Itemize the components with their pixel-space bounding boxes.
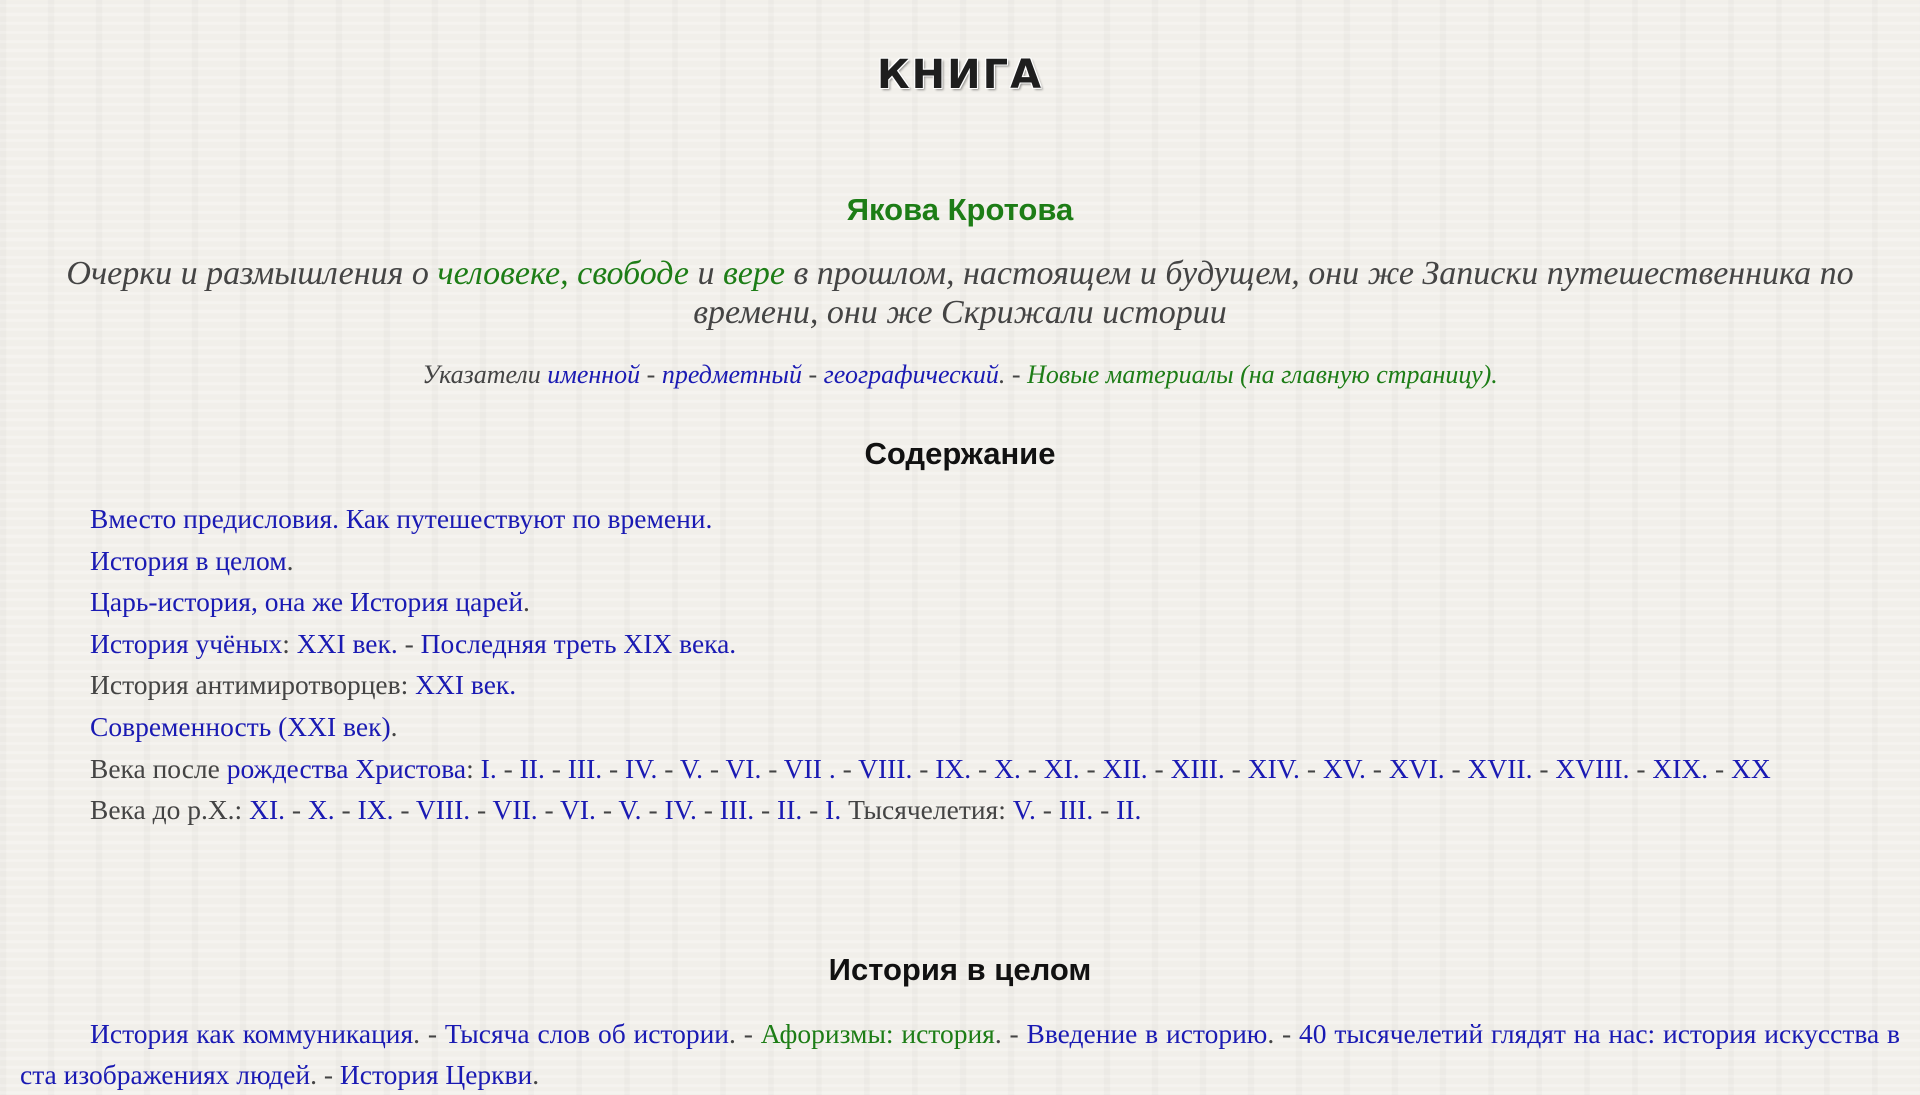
century-after-link[interactable]: XI. bbox=[1043, 752, 1080, 784]
century-before-link[interactable]: I. bbox=[825, 794, 842, 826]
modernity-link[interactable]: Современность (XXI век) bbox=[90, 710, 391, 742]
separator: . - bbox=[310, 1059, 340, 1090]
separator: - bbox=[761, 752, 784, 784]
separator: - bbox=[496, 752, 520, 784]
separator: - bbox=[1532, 752, 1556, 784]
century-after-link[interactable]: XIX. bbox=[1652, 752, 1709, 784]
separator: - bbox=[544, 752, 568, 784]
separator: . - bbox=[1267, 1018, 1300, 1049]
century-after-link[interactable]: XX bbox=[1731, 752, 1771, 784]
history-topic-link[interactable]: 40 тысячелетий глядят на нас: история искусства в ста изображениях людей bbox=[20, 1018, 1900, 1090]
millennia-label: Тысячелетия: bbox=[841, 794, 1013, 826]
toc-row bbox=[90, 664, 1890, 706]
separator: - bbox=[1079, 752, 1103, 784]
century-after-link[interactable]: XVI. bbox=[1388, 752, 1445, 784]
separator: - bbox=[284, 794, 308, 826]
colon: : bbox=[282, 627, 297, 659]
book-logo: КНИГА bbox=[876, 52, 1044, 98]
separator: - bbox=[1224, 752, 1248, 784]
separator: - bbox=[595, 794, 619, 826]
centuries-before-row bbox=[90, 789, 1890, 831]
millennium-link[interactable]: V. bbox=[1012, 794, 1036, 826]
century-after-link[interactable]: III. bbox=[567, 752, 603, 784]
century-after-link[interactable]: XV. bbox=[1322, 752, 1366, 784]
millennium-link[interactable]: III. bbox=[1058, 794, 1094, 826]
scholars-xix-link[interactable]: Последняя треть XIX века. bbox=[420, 627, 737, 659]
separator: - bbox=[1299, 752, 1323, 784]
history-whole-link[interactable]: История в целом bbox=[90, 544, 287, 576]
contents-heading: Содержание bbox=[864, 436, 1056, 471]
centuries-after-row bbox=[90, 748, 1890, 790]
period: . bbox=[523, 586, 530, 618]
name-index-link[interactable]: именной bbox=[547, 360, 641, 389]
human-link[interactable]: человеке, bbox=[437, 255, 578, 292]
separator: - bbox=[1147, 752, 1171, 784]
separator: - bbox=[1444, 752, 1468, 784]
history-topic-link[interactable]: Афоризмы: история bbox=[760, 1018, 995, 1049]
colon: : bbox=[466, 752, 481, 784]
separator: - bbox=[801, 360, 824, 389]
indexes-line bbox=[0, 360, 1920, 390]
separator: - bbox=[640, 360, 662, 389]
separator: - bbox=[641, 794, 665, 826]
history-topic-link[interactable]: История как коммуникация bbox=[90, 1018, 414, 1049]
separator: - bbox=[1629, 752, 1653, 784]
subtitle-text: и bbox=[689, 255, 723, 292]
separator: - bbox=[1035, 794, 1059, 826]
century-after-link[interactable]: IX. bbox=[935, 752, 972, 784]
century-before-link[interactable]: III. bbox=[719, 794, 755, 826]
separator: - bbox=[802, 794, 826, 826]
century-after-link[interactable]: XII. bbox=[1102, 752, 1148, 784]
century-after-link[interactable]: II. bbox=[519, 752, 545, 784]
toc-row bbox=[90, 540, 1890, 582]
separator: - bbox=[334, 794, 358, 826]
separator: - bbox=[397, 627, 421, 659]
history-topic-link[interactable]: История Церкви bbox=[339, 1059, 533, 1090]
subject-index-link[interactable]: предметный bbox=[661, 360, 802, 389]
toc-row bbox=[90, 706, 1890, 748]
faith-link[interactable]: вере bbox=[723, 255, 785, 292]
toc-row bbox=[90, 581, 1890, 623]
century-before-link[interactable]: XI. bbox=[249, 794, 285, 826]
millennium-link[interactable]: II. bbox=[1116, 794, 1142, 826]
separator: - bbox=[1708, 752, 1732, 784]
century-after-link[interactable]: VII . bbox=[783, 752, 836, 784]
indexes-label: Указатели bbox=[422, 360, 548, 389]
separator: - bbox=[971, 752, 995, 784]
century-after-link[interactable]: XVII. bbox=[1467, 752, 1533, 784]
separator: - bbox=[1020, 752, 1044, 784]
antipeace-xxi-link[interactable]: XXI век. bbox=[415, 669, 517, 701]
subtitle-text: в прошлом, настоящем и будущем, они же Записки путешественника по времени, они же Скрижали истории bbox=[693, 255, 1854, 331]
century-after-link[interactable]: XIV. bbox=[1247, 752, 1300, 784]
author-title: Якова Кротова bbox=[846, 192, 1074, 227]
separator: . bbox=[532, 1059, 540, 1090]
century-before-link[interactable]: V. bbox=[618, 794, 642, 826]
table-of-contents bbox=[90, 498, 1890, 831]
separator: - bbox=[1093, 794, 1117, 826]
geo-index-link[interactable]: географический bbox=[823, 360, 999, 389]
century-after-link[interactable]: IV. bbox=[625, 752, 658, 784]
centuries-before-label: Века до р.Х.: bbox=[90, 794, 250, 826]
scholars-history-link[interactable]: История учёных bbox=[90, 627, 283, 659]
separator: - bbox=[537, 794, 561, 826]
instead-preface-link[interactable]: Вместо предисловия. Как путешествуют по времени. bbox=[90, 503, 713, 534]
century-before-link[interactable]: X. bbox=[307, 794, 335, 826]
century-before-link[interactable]: VII. bbox=[492, 794, 538, 826]
history-topic-link[interactable]: Введение в историю bbox=[1026, 1018, 1268, 1049]
separator: - bbox=[754, 794, 778, 826]
separator: - bbox=[703, 752, 726, 784]
separator: - bbox=[602, 752, 626, 784]
separator: . - bbox=[729, 1018, 761, 1049]
separator: - bbox=[470, 794, 493, 826]
period: . bbox=[286, 544, 294, 576]
separator: - bbox=[835, 752, 859, 784]
new-materials-link[interactable]: Новые материалы (на главную страницу) bbox=[1027, 360, 1492, 389]
century-after-link[interactable]: VIII. bbox=[858, 752, 913, 784]
separator: - bbox=[912, 752, 936, 784]
separator: . - bbox=[998, 360, 1028, 389]
century-after-link[interactable]: V. bbox=[679, 752, 704, 784]
century-before-link[interactable]: VIII. bbox=[415, 794, 471, 826]
separator: . - bbox=[413, 1018, 445, 1049]
separator: - bbox=[657, 752, 680, 784]
freedom-link[interactable]: свободе bbox=[577, 255, 689, 292]
period: . bbox=[1491, 360, 1498, 389]
century-after-link[interactable]: XVIII. bbox=[1555, 752, 1630, 784]
separator: - bbox=[696, 794, 720, 826]
century-after-link[interactable]: VI. bbox=[725, 752, 762, 784]
separator: - bbox=[1365, 752, 1389, 784]
history-whole-heading: История в целом bbox=[828, 952, 1092, 987]
tsar-history-link[interactable]: Царь-история, она же История царей bbox=[90, 586, 524, 618]
subtitle-text: Очерки и размышления о bbox=[66, 255, 438, 292]
century-after-link[interactable]: I. bbox=[480, 752, 497, 784]
toc-row bbox=[90, 623, 1890, 665]
toc-row bbox=[90, 498, 1890, 540]
separator: . - bbox=[994, 1018, 1027, 1049]
century-after-link[interactable]: XIII. bbox=[1170, 752, 1225, 784]
history-topic-link[interactable]: Тысяча слов об истории bbox=[444, 1018, 730, 1049]
century-after-link[interactable]: X. bbox=[994, 752, 1021, 784]
book-subtitle bbox=[30, 254, 1890, 332]
separator: - bbox=[393, 794, 416, 826]
century-before-link[interactable]: IX. bbox=[357, 794, 394, 826]
nativity-link[interactable]: рождества Христова bbox=[226, 752, 467, 784]
century-before-link[interactable]: IV. bbox=[664, 794, 697, 826]
centuries-after-label: Века после bbox=[90, 752, 227, 784]
period: . bbox=[390, 710, 398, 742]
century-before-link[interactable]: II. bbox=[777, 794, 803, 826]
scholars-xxi-link[interactable]: XXI век. bbox=[296, 627, 398, 659]
history-whole-paragraph bbox=[20, 1013, 1900, 1095]
antipeace-label: История антимиротворцев: bbox=[90, 669, 416, 701]
century-before-link[interactable]: VI. bbox=[560, 794, 596, 826]
